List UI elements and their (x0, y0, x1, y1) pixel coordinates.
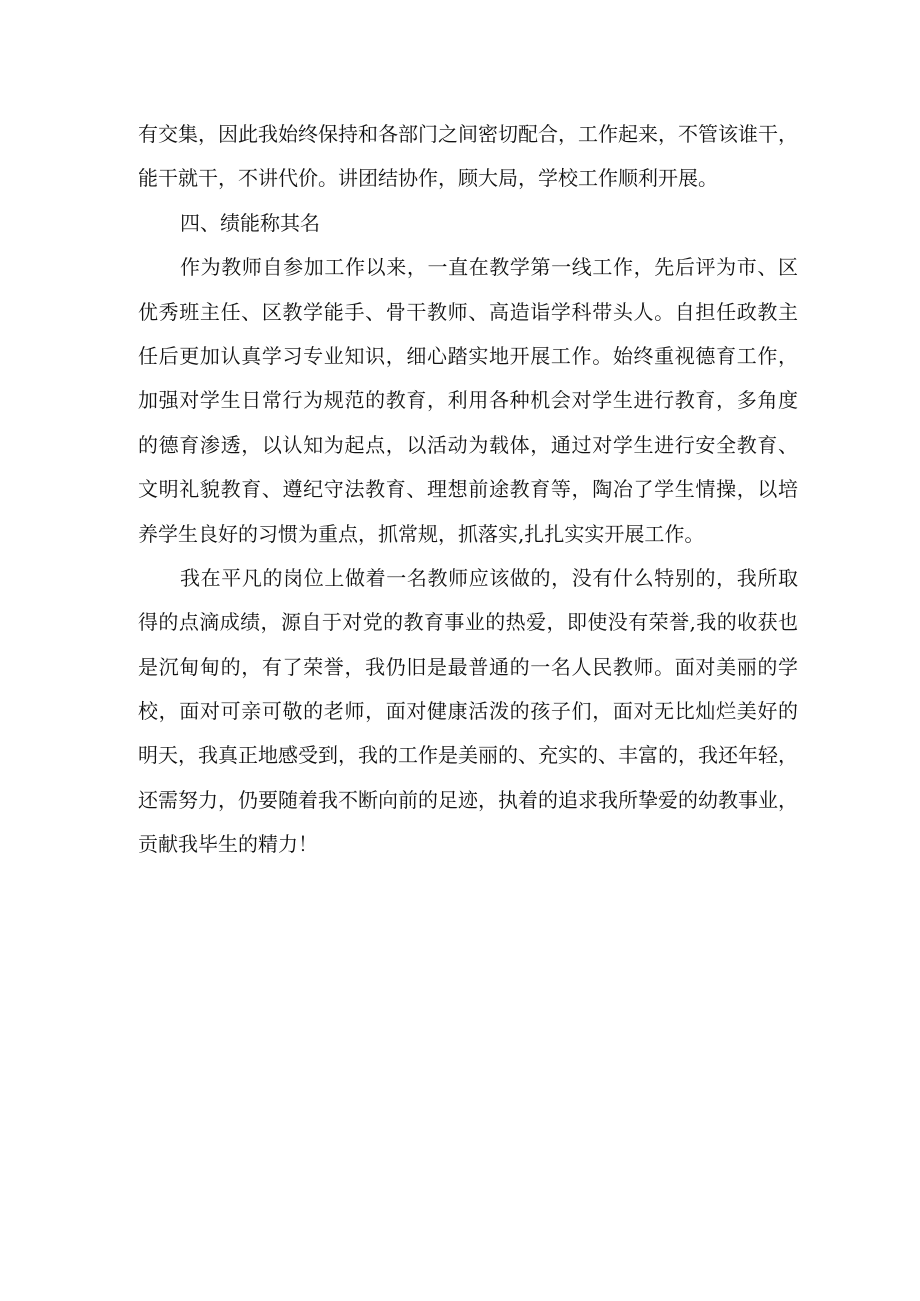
paragraph (138, 245, 798, 556)
text-line: 的德育渗透，以认知为起点，以活动为载体，通过对学生进行安全教育、 (138, 432, 798, 457)
section-heading (138, 201, 798, 245)
heading-text: 四、绩能称其名 (180, 210, 320, 235)
text-line: 加强对学生日常行为规范的教育，利用各种机会对学生进行教育，多角度 (138, 388, 798, 413)
text-line: 是沉甸甸的，有了荣誉，我仍旧是最普通的一名人民教师。面对美丽的学 (138, 654, 798, 679)
text-line: 能干就干，不讲代价。讲团结协作，顾大局，学校工作顺利开展。 (138, 166, 718, 191)
text-line: 任后更加认真学习专业知识，细心踏实地开展工作。始终重视德育工作， (138, 343, 798, 368)
paragraph (138, 112, 798, 201)
text-line: 校，面对可亲可敬的老师，面对健康活泼的孩子们，面对无比灿烂美好的 (138, 699, 798, 724)
text-line: 明天，我真正地感受到，我的工作是美丽的、充实的、丰富的，我还年轻， (138, 743, 798, 768)
paragraph (138, 556, 798, 867)
text-line: 作为教师自参加工作以来，一直在教学第一线工作，先后评为市、区 (180, 255, 798, 280)
text-line: 贡献我毕生的精力！ (138, 832, 318, 857)
text-line: 我在平凡的岗位上做着一名教师应该做的，没有什么特别的，我所取 (180, 565, 798, 590)
text-line: 文明礼貌教育、遵纪守法教育、理想前途教育等，陶冶了学生情操，以培 (138, 477, 798, 502)
text-line: 有交集，因此我始终保持和各部门之间密切配合，工作起来，不管该谁干， (138, 122, 798, 146)
document-body (138, 112, 798, 867)
text-line: 得的点滴成绩，源自于对党的教育事业的热爱，即使没有荣誉,我的收获也 (138, 610, 798, 635)
text-line: 养学生良好的习惯为重点，抓常规，抓落实,扎扎实实开展工作。 (138, 521, 705, 546)
text-line: 优秀班主任、区教学能手、骨干教师、高造诣学科带头人。自担任政教主 (138, 299, 798, 324)
text-line: 还需努力，仍要随着我不断向前的足迹，执着的追求我所挚爱的幼教事业， (138, 787, 798, 812)
